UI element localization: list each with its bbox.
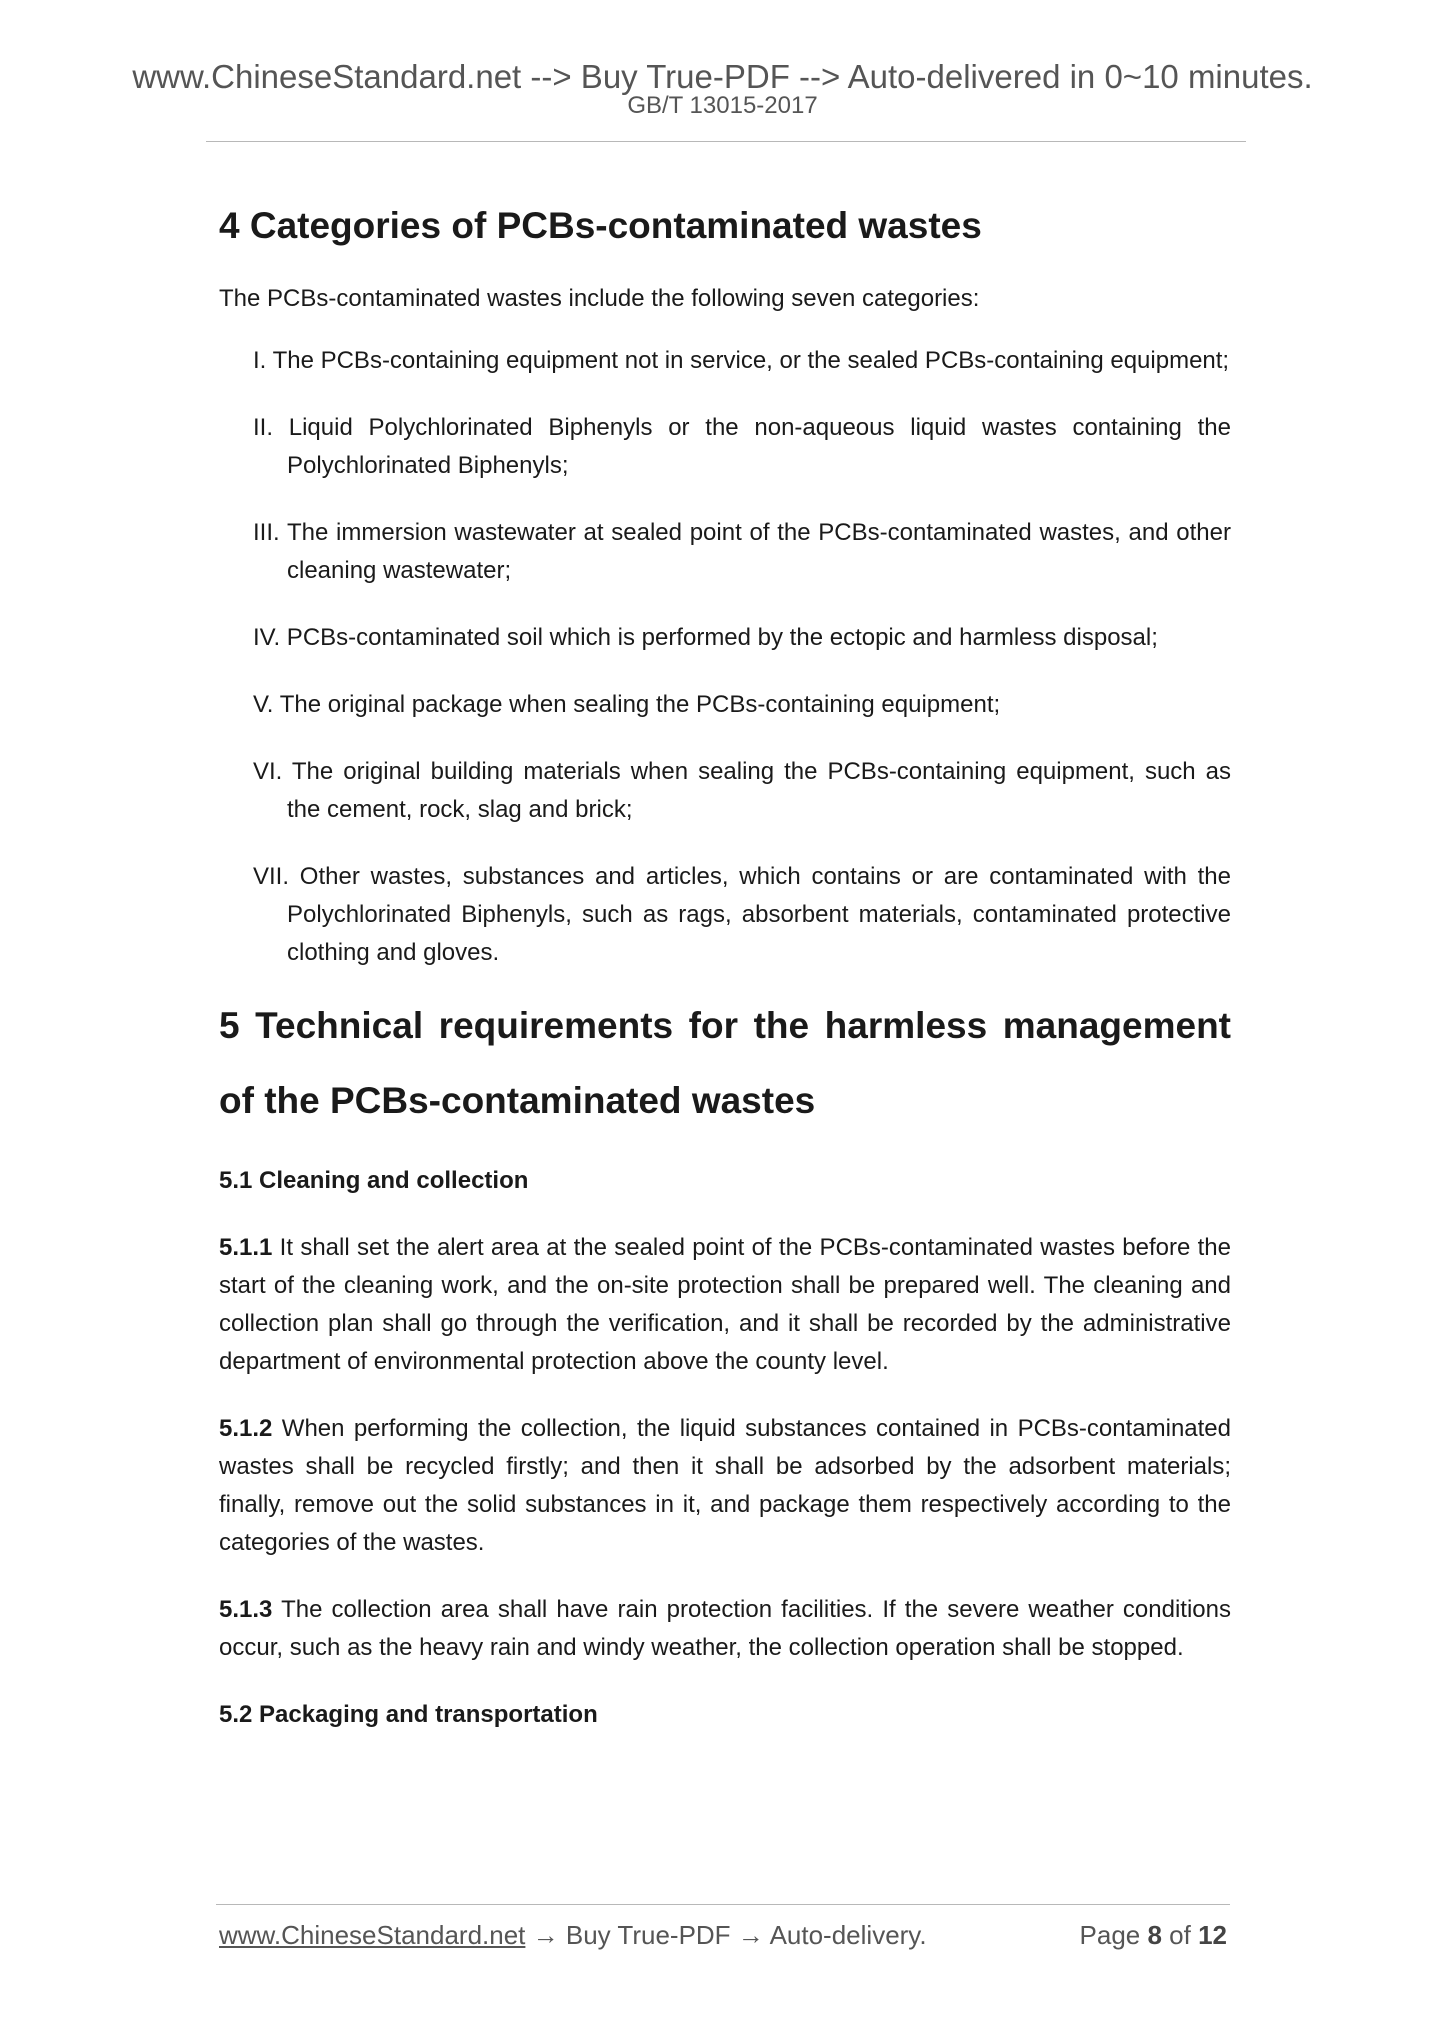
clause-text: The collection area shall have rain protection facilities. If the severe weather conditions occur, such as the heavy rain and windy weather, the collection operation shall be stopped. xyxy=(219,1596,1231,1661)
clause-text: When performing the collection, the liquid substances contained in PCBs-contaminated wastes shall be recycled firstly; and then it shall be adsorbed by the adsorbent materials; finally, remove out the solid substances in it, and package them respectively according to the categories of the wastes. xyxy=(219,1415,1231,1556)
category-list xyxy=(219,342,1231,972)
clause-number: 5.1.2 xyxy=(219,1415,273,1442)
list-item: IV. PCBs-contaminated soil which is performed by the ectopic and harmless disposal; xyxy=(253,624,1158,651)
current-page-number: 8 xyxy=(1147,1920,1162,1950)
top-banner: www.ChineseStandard.net --> Buy True-PDF --> Auto-delivered in 0~10 minutes. xyxy=(132,58,1313,95)
clause-number: 5.1.1 xyxy=(219,1234,273,1261)
clause-5-1-2 xyxy=(219,1410,1231,1562)
subsection-5-2-title: 5.2 Packaging and transportation xyxy=(219,1701,598,1728)
clause-5-1-1 xyxy=(219,1229,1231,1381)
list-item: II. Liquid Polychlorinated Biphenyls or the non-aqueous liquid wastes containing the Polychlorinated Biphenyls; xyxy=(253,414,1231,479)
subsection-5-1-title: 5.1 Cleaning and collection xyxy=(219,1167,529,1194)
of-word: of xyxy=(1161,1920,1199,1950)
page-word: Page xyxy=(1079,1920,1148,1950)
page-indicator xyxy=(1080,1918,1227,1952)
list-item: V. The original package when sealing the PCBs-containing equipment; xyxy=(253,691,1001,718)
document-code: GB/T 13015-2017 xyxy=(627,92,818,119)
list-item: III. The immersion wastewater at sealed point of the PCBs-contaminated wastes, and other cleaning wastewater; xyxy=(253,519,1231,584)
section-4-title: 4 Categories of PCBs-contaminated wastes xyxy=(219,205,982,246)
footer-divider xyxy=(216,1904,1230,1905)
section-4-intro: The PCBs-contaminated wastes include the following seven categories: xyxy=(219,285,980,312)
list-item: VII. Other wastes, substances and articles, which contains or are contaminated with the Polychlorinated Biphenyls, such as rags, absorbent materials, contaminated protective clothing and gloves. xyxy=(253,863,1231,966)
list-item: VI. The original building materials when sealing the PCBs-containing equipment, such as the cement, rock, slag and brick; xyxy=(253,758,1231,823)
footer-promo-text: → Buy True-PDF → Auto-delivery. xyxy=(525,1920,927,1950)
footer-website-link[interactable]: www.ChineseStandard.net xyxy=(219,1920,526,1950)
header-divider xyxy=(206,141,1246,142)
clause-text: It shall set the alert area at the sealed point of the PCBs-contaminated wastes before the start of the cleaning work, and the on-site protection shall be prepared well. The cleaning and collection plan shall go through the verification, and it shall be recorded by the administrative department of environmental protection above the county level. xyxy=(219,1234,1231,1375)
page-content xyxy=(219,196,1231,1734)
section-5-title: 5 Technical requirements for the harmless management of the PCBs-contaminated wastes xyxy=(219,1005,1231,1121)
total-page-count: 12 xyxy=(1198,1920,1227,1950)
footer-promo xyxy=(219,1918,927,1952)
clause-5-1-3 xyxy=(219,1591,1231,1667)
list-item: I. The PCBs-containing equipment not in service, or the sealed PCBs-containing equipment; xyxy=(253,347,1230,374)
clause-number: 5.1.3 xyxy=(219,1596,273,1623)
